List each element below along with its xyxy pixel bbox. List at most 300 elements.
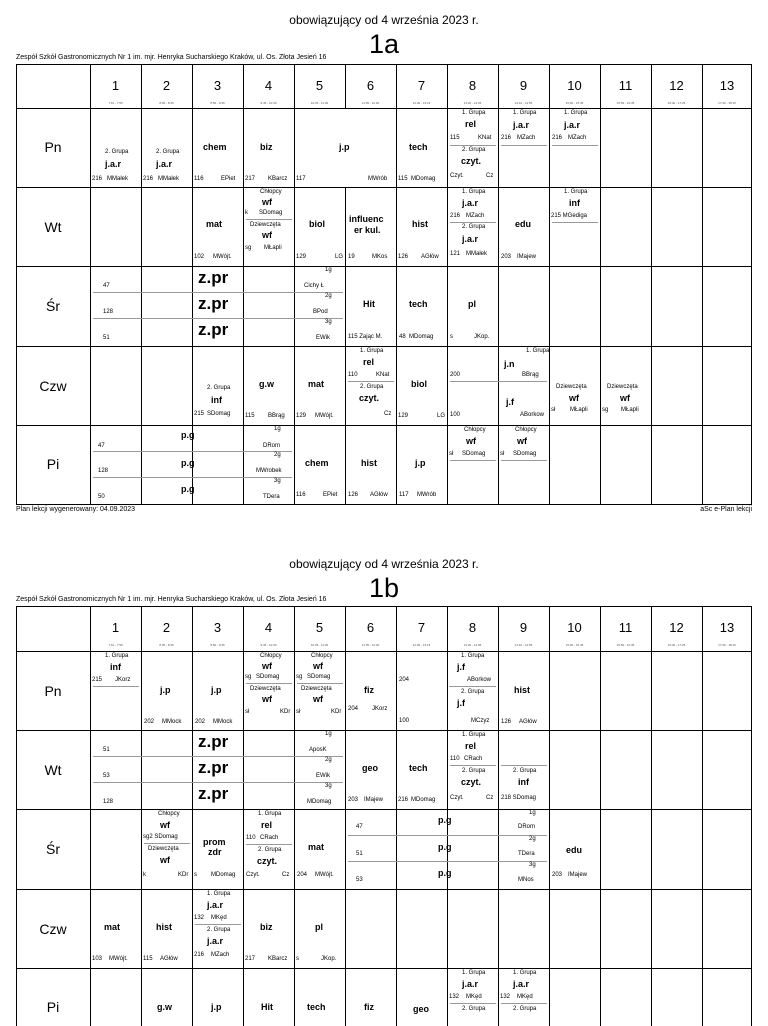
subject-label: p.g [438,868,452,878]
subject-label: z.pr [198,294,229,313]
lesson-cell[interactable] [91,267,345,346]
day-label: Pi [46,456,60,472]
period-hours: 8:00 - 8:45 [159,643,174,647]
lesson-cell[interactable] [91,890,141,968]
period-hours: 16:40 - 17:25 [667,101,686,105]
lesson-detail: 216 [143,176,154,182]
lesson-cell[interactable] [91,652,141,730]
subject-label: hist [156,922,173,932]
lesson-detail: Dziewczęta [556,384,587,390]
lesson-cell[interactable] [601,347,651,425]
lesson-cell[interactable] [193,810,243,889]
subject-label: j.p [160,685,171,695]
lesson-detail: 128 [103,309,114,315]
period-hours: 14:10 - 14:55 [514,101,533,105]
lesson-cell[interactable] [499,109,549,187]
subject-label: inf [518,777,529,787]
lesson-detail: 216 [450,213,461,219]
lesson-detail: 216 [92,176,103,182]
lesson-detail: ABorkow [467,677,492,683]
lesson-detail: 47 [103,283,110,289]
lesson-detail: MZach [517,135,536,141]
lesson-cell[interactable] [448,109,498,187]
subject-label: p.g [438,842,452,852]
lesson-detail: 110 [246,835,256,841]
subject-label: wf [517,436,527,446]
lesson-cell[interactable] [91,109,141,187]
lesson-detail: KDr [178,872,189,878]
lesson-cell[interactable] [142,890,192,968]
subject-label: j.p [415,458,426,468]
subject-label: j.a.r [513,120,530,130]
lesson-cell[interactable] [346,810,549,889]
lesson-cell[interactable] [346,969,396,1026]
subject-label: biol [309,219,325,229]
lesson-cell[interactable] [193,969,243,1026]
lesson-detail: 53 [356,877,363,883]
day-label: Czw [39,921,67,937]
group-divider [552,222,598,223]
lesson-cell[interactable] [295,426,345,504]
period-number: 12 [669,620,684,635]
group-divider [348,861,547,862]
lesson-cell[interactable] [91,731,345,809]
subject-label: wf [160,820,170,830]
lesson-detail: KDr [280,709,291,715]
lesson-cell[interactable] [448,188,498,266]
lesson-detail: BBrąg [268,413,285,419]
lesson-detail: ABorkow [520,412,545,418]
lesson-detail: 216 [398,797,409,803]
lesson-cell[interactable] [397,731,447,809]
lesson-detail: 2. Grupa [105,149,129,155]
group-divider [552,145,598,146]
lesson-detail: 47 [98,443,105,449]
subject-label: fiz [364,1002,374,1012]
lesson-detail: 128 [98,468,109,474]
lesson-detail: MNos [518,877,534,883]
period-hours: 9:45 - 10:30 [260,101,277,105]
lesson-detail: 115 [143,956,153,962]
lesson-detail: sg2 SDomag [143,834,178,840]
period-hours: 12:30 - 13:15 [412,101,431,105]
group-divider [93,318,343,319]
lesson-cell[interactable] [397,188,447,266]
lesson-detail: MDomag [411,797,436,803]
lesson-detail: 1g [325,731,332,737]
lesson-cell[interactable] [346,731,396,809]
lesson-cell[interactable] [499,731,549,809]
lesson-detail: 53 [103,773,110,779]
day-label: Czw [39,378,67,394]
group-divider [246,844,292,845]
day-label: Pn [44,683,62,699]
subject-label: biz [260,142,273,152]
period-number: 5 [315,78,324,93]
lesson-detail: sł [245,709,250,715]
subject-label: wf [160,855,170,865]
subject-label: tech [409,763,428,773]
period-hours: 17:30 - 18:15 [718,643,736,647]
lesson-cell[interactable] [244,109,294,187]
lesson-cell[interactable] [550,347,600,425]
period-number: 12 [669,78,684,93]
lesson-detail: 100 [450,412,461,418]
subject-label: hist [412,219,429,229]
subject-label: j.a.r [156,159,173,169]
lesson-detail: DRom [518,824,536,830]
lesson-cell[interactable] [397,267,447,346]
group-divider [449,686,496,687]
lesson-cell[interactable] [193,188,243,266]
day-label: Pi [46,999,60,1015]
period-number: 11 [618,78,633,93]
lesson-detail: 217 [245,176,256,182]
period-number: 4 [264,620,273,635]
lesson-detail: MCzyz [471,718,490,724]
lesson-detail: MZach [211,952,230,958]
lesson-detail: 126 [398,254,409,260]
subject-label: edu [515,219,532,229]
lesson-detail: TDera [263,494,280,500]
period-number: 10 [567,78,582,93]
lesson-detail: 1. Grupa [564,189,588,195]
lesson-cell[interactable] [499,969,549,1026]
lesson-detail: JKop. [474,334,490,340]
lesson-detail: JKop. [321,956,337,962]
lesson-detail: MWójt. [213,254,232,260]
lesson-cell[interactable] [346,652,396,730]
lesson-cell[interactable] [550,188,600,266]
subject-label: j.f [506,397,514,407]
subject-label: prom [203,837,226,847]
subject-label: p.g [181,484,195,494]
lesson-detail: CRach [260,835,279,841]
lesson-detail: 1. Grupa [513,110,537,116]
group-divider [246,683,292,684]
lesson-detail: 215 [194,411,205,417]
lesson-detail: 2. Grupa [207,927,231,933]
lesson-cell[interactable] [193,890,243,968]
subject-label: inf [211,395,222,405]
group-divider [450,1003,496,1004]
lesson-cell[interactable] [193,109,243,187]
subject-label: j.f [457,662,465,672]
period-number: 1 [111,620,120,635]
lesson-detail: 116 [194,176,204,182]
lesson-detail: 202 [195,719,206,725]
lesson-detail: sg [245,245,252,251]
lesson-detail: EPiet [221,176,236,182]
group-divider [297,683,343,684]
group-divider [450,381,547,382]
lesson-detail: sł [449,451,454,457]
subject-label: fiz [364,685,374,695]
subject-label: j.a.r [462,979,479,989]
grid-line [16,64,752,65]
grid-line [651,64,652,505]
lesson-cell[interactable] [244,652,294,730]
lesson-cell[interactable] [295,109,396,187]
lesson-cell[interactable] [550,810,600,889]
lesson-detail: 116 [296,492,306,498]
lesson-detail: Dziewczęta [250,222,281,228]
group-divider [93,686,139,687]
lesson-detail: 1. Grupa [513,970,537,976]
lesson-detail: KNat [376,372,390,378]
subject-label: pl [468,299,476,309]
lesson-cell[interactable] [499,188,549,266]
lesson-detail: 51 [356,851,363,857]
lesson-cell[interactable] [244,347,294,425]
subject-label: j.p [339,142,350,152]
lesson-detail: 203 [552,872,563,878]
lesson-detail: KNat [478,135,492,141]
subject-label: mat [104,922,121,932]
subject-label: wf [313,694,323,704]
lesson-detail: 2. Grupa [360,384,384,390]
lesson-detail: 204 [399,677,410,683]
subject-label: hist [514,685,531,695]
lesson-cell[interactable] [448,347,549,425]
period-hours: 7:10 - 7:55 [108,101,123,105]
subject-label: czyt. [461,156,482,166]
lesson-cell[interactable] [142,969,192,1026]
lesson-detail: 2g [325,293,332,299]
lesson-cell[interactable] [397,347,447,425]
lesson-detail: 129 [296,413,307,419]
lesson-detail: BBrąg [522,372,539,378]
period-number: 1 [111,78,120,93]
lesson-cell[interactable] [244,890,294,968]
lesson-cell[interactable] [448,267,498,346]
lesson-detail: 3g [274,478,281,484]
group-divider [93,292,343,293]
lesson-detail: 1. Grupa [462,110,486,116]
subject-label: j.a.r [207,900,224,910]
subject-label: wf [262,694,272,704]
lesson-cell[interactable] [295,652,345,730]
subject-label: wf [569,393,579,403]
lesson-detail: TDera [518,851,535,857]
lesson-detail: MDomag [211,872,236,878]
lesson-detail: 2. Grupa [462,147,486,153]
lesson-cell[interactable] [295,188,345,266]
period-hours: 8:50 - 9:35 [210,101,225,105]
lesson-detail: LG [335,254,344,260]
lesson-detail: 103 [92,956,103,962]
lesson-detail: 2g [529,836,536,842]
lesson-detail: 102 [194,254,205,260]
lesson-cell[interactable] [142,652,192,730]
subject-label: tech [409,142,428,152]
lesson-detail: Dziewczęta [250,686,281,692]
lesson-detail: sł [500,451,505,457]
lesson-cell[interactable] [550,109,600,187]
lesson-detail: 200 [450,372,461,378]
lesson-cell[interactable] [142,109,192,187]
subject-label: rel [465,119,477,129]
lesson-detail: 50 [98,494,105,500]
lesson-detail: MMock [162,719,182,725]
subject-label: wf [466,436,476,446]
subject-label: wf [262,661,272,671]
lesson-detail: 1. Grupa [207,891,231,897]
subject-label: wf [262,197,272,207]
period-hours: 15:00 - 15:45 [565,101,584,105]
lesson-detail: 115 Zając M. [348,334,383,340]
lesson-detail: 1. Grupa [564,110,588,116]
lesson-detail: Chłopcy [311,653,333,659]
lesson-cell[interactable] [397,652,498,730]
subject-label: czyt. [461,777,482,787]
period-number: 5 [315,620,324,635]
subject-label: pl [315,922,323,932]
lesson-cell[interactable] [193,652,243,730]
lesson-detail: AGłów [519,719,537,725]
lesson-cell[interactable] [448,731,498,809]
subject-label: j.a.r [564,120,581,130]
lesson-detail: MWójt. [315,872,334,878]
lesson-detail: MZach [568,135,587,141]
lesson-detail: Chłopcy [464,427,486,433]
period-number: 3 [213,620,222,635]
grid-line [751,606,752,1026]
school-name: Zespół Szkół Gastronomicznych Nr 1 im. mjr. Henryka Sucharskiego Kraków, ul. Os. Złota Jesień 16 [16,596,327,603]
period-hours: 15:00 - 15:45 [565,643,584,647]
subject-label: j.a.r [462,198,479,208]
subject-label: z.pr [198,320,229,339]
lesson-cell[interactable] [244,969,294,1026]
lesson-cell[interactable] [295,969,345,1026]
lesson-detail: SDomag [462,451,486,457]
lesson-detail: MDomag [409,334,434,340]
lesson-cell[interactable] [448,969,498,1026]
lesson-detail: 1. Grupa [258,811,282,817]
lesson-detail: 1. Grupa [462,189,486,195]
lesson-cell[interactable] [499,426,549,504]
lesson-cell[interactable] [295,347,345,425]
lesson-detail: 121 [450,251,461,257]
generated-date: Plan lekcji wygenerowany: 04.09.2023 [16,506,136,513]
subject-label: z.pr [198,758,229,777]
lesson-detail: 1. Grupa [461,653,485,659]
lesson-cell[interactable] [346,426,396,504]
subject-label: geo [362,763,379,773]
lesson-cell[interactable] [295,810,345,889]
group-divider [348,381,394,382]
lesson-detail: SDomag [256,674,280,680]
lesson-detail: 2. Grupa [513,1006,537,1012]
lesson-cell[interactable] [193,347,243,425]
lesson-cell[interactable] [499,652,549,730]
lesson-detail: Czyt. [246,872,260,878]
subject-label: tech [409,299,428,309]
subject-label: rel [465,741,477,751]
period-hours: 9:45 - 10:30 [260,643,277,647]
grid-line [600,64,601,505]
lesson-detail: 126 [501,719,512,725]
lesson-detail: 129 [296,254,307,260]
lesson-cell[interactable] [346,188,396,266]
period-number: 8 [468,78,477,93]
lesson-cell[interactable] [397,969,447,1026]
lesson-detail: 48 [399,334,406,340]
period-hours: 15:50 - 16:35 [616,101,635,105]
lesson-detail: 2. Grupa [462,224,486,230]
lesson-detail: 1. Grupa [462,732,486,738]
lesson-detail: 115 [398,176,408,182]
lesson-detail: 110 [450,756,460,762]
school-name: Zespół Szkół Gastronomicznych Nr 1 im. mjr. Henryka Sucharskiego Kraków, ul. Os. Złota Jesień 16 [16,54,327,61]
subject-label: j.a.r [462,234,479,244]
lesson-detail: AGłów [370,492,388,498]
day-label: Pn [44,139,62,155]
subject-label: geo [413,1004,430,1014]
subject-label: rel [261,820,273,830]
lesson-cell[interactable] [244,188,294,266]
group-divider [93,782,343,783]
group-divider [450,460,496,461]
lesson-detail: sł [551,407,556,413]
lesson-detail: MKos [372,254,388,260]
lesson-detail: k [143,872,146,878]
lesson-cell[interactable] [397,426,447,504]
period-hours: 13:20 - 14:05 [463,101,482,105]
lesson-detail: 1. Grupa [105,653,129,659]
lesson-cell[interactable] [397,109,447,187]
lesson-cell[interactable] [346,347,396,425]
lesson-cell[interactable] [346,267,396,346]
period-number: 2 [162,620,171,635]
lesson-detail: AposK [309,747,327,753]
lesson-detail: 115 [450,135,460,141]
lesson-detail: IMajew [364,797,384,803]
lesson-detail: 47 [356,824,363,830]
lesson-cell[interactable] [142,810,192,889]
lesson-detail: 115 [245,413,255,419]
lesson-detail: Dziewczęta [148,846,179,852]
lesson-cell[interactable] [295,890,345,968]
lesson-detail: MDomag [411,176,436,182]
lesson-detail: 126 [348,492,359,498]
group-divider [195,924,241,925]
subject-label: rel [363,357,375,367]
timetable-1b [0,544,768,1024]
lesson-detail: LG [437,413,446,419]
subject-label: wf [620,393,630,403]
period-number: 13 [719,620,735,635]
lesson-cell[interactable] [448,426,498,504]
subject-label: wf [262,230,272,240]
lesson-detail: MŁapli [570,407,588,413]
lesson-detail: 217 [245,956,256,962]
lesson-cell[interactable] [91,426,294,504]
lesson-cell[interactable] [244,810,294,889]
group-divider [348,835,547,836]
lesson-detail: MMock [213,719,233,725]
subject-label: p.g [181,430,195,440]
lesson-detail: sg [602,407,609,413]
period-number: 6 [366,620,375,635]
period-number: 9 [519,78,528,93]
lesson-detail: 2g [274,452,281,458]
lesson-detail: 51 [103,747,110,753]
subject-label: chem [203,142,227,152]
class-title: 1b [368,573,400,603]
period-hours: 12:30 - 13:15 [412,643,431,647]
group-divider [93,451,292,452]
